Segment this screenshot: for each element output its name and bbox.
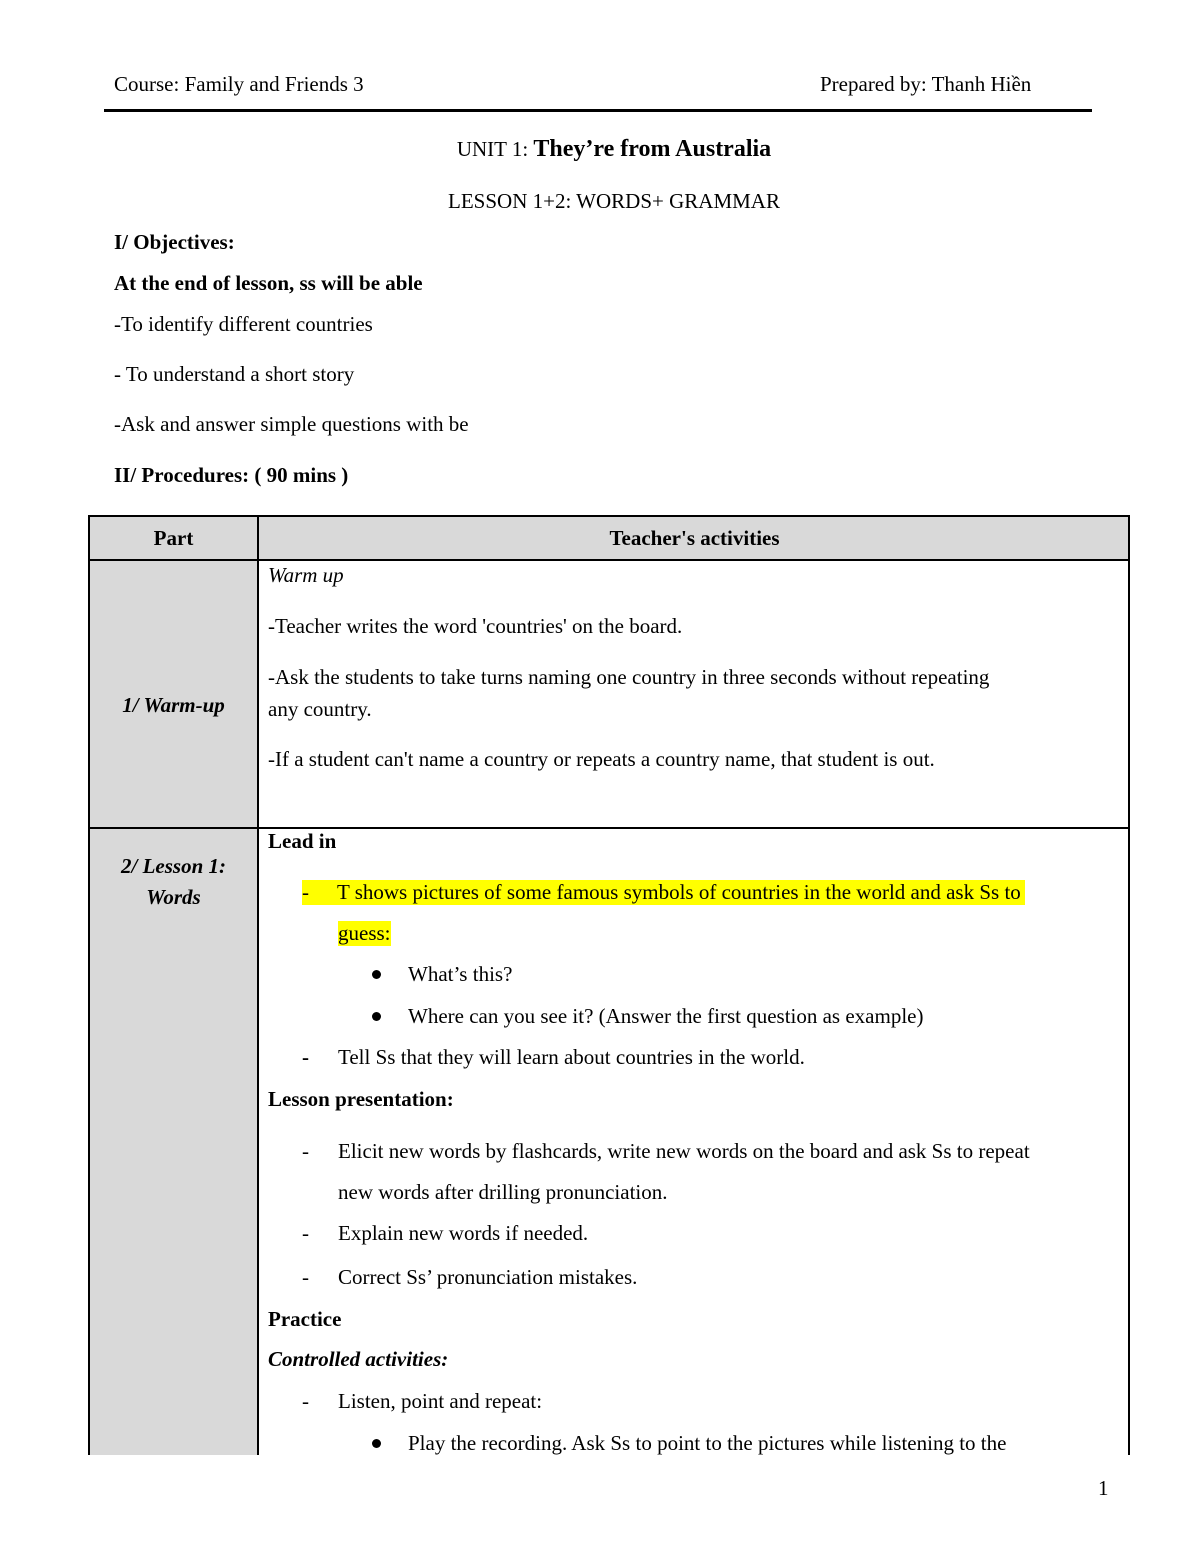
objectives-intro: At the end of lesson, ss will be able — [114, 271, 423, 295]
bullet-dash: - — [302, 1221, 309, 1245]
bullet-dash: - — [302, 1139, 309, 1163]
objective-item: -Ask and answer simple questions with be — [114, 412, 469, 436]
warmup-line: -If a student can't name a country or repeats a country name, that student is out. — [268, 747, 935, 771]
warmup-line: any country. — [268, 697, 372, 721]
objective-item: - To understand a short story — [114, 362, 355, 386]
objective-item: -To identify different countries — [114, 312, 373, 336]
presentation-item: Correct Ss’ pronunciation mistakes. — [338, 1265, 638, 1289]
bullet-dash: - — [302, 880, 309, 904]
lead-sub-item: Where can you see it? (Answer the first question as example) — [408, 1004, 924, 1028]
presentation-item: Explain new words if needed. — [338, 1221, 589, 1245]
row-divider — [90, 827, 1128, 829]
bullet-dash: - — [302, 1265, 309, 1289]
part-cell-lesson1 — [90, 829, 257, 1455]
unit-prefix: UNIT 1: — [456, 137, 534, 161]
header-part: Part — [153, 526, 194, 550]
lead-in-heading: Lead in — [268, 829, 337, 853]
practice-item: Listen, point and repeat: — [338, 1389, 543, 1413]
bullet-dot — [372, 1439, 381, 1448]
procedures-heading: II/ Procedures: ( 90 mins ) — [114, 463, 349, 487]
part-lesson1-line2: Words — [146, 885, 201, 909]
lead-item: Tell Ss that they will learn about countries in the world. — [338, 1045, 805, 1069]
part-warmup: 1/ Warm-up — [122, 693, 225, 717]
table-header-row — [90, 517, 1128, 561]
lesson-title: LESSON 1+2: WORDS+ GRAMMAR — [448, 189, 780, 213]
column-divider — [257, 517, 259, 1455]
bullet-dot — [372, 1012, 381, 1021]
lead-sub-item: What’s this? — [408, 962, 513, 986]
lead-item-highlighted-cont: guess: — [338, 921, 391, 945]
bullet-dot — [372, 970, 381, 979]
lead-item-highlighted — [302, 880, 1025, 905]
presentation-heading: Lesson presentation: — [268, 1087, 454, 1111]
presentation-item: Elicit new words by flashcards, write new words on the board and ask Ss to repeat — [338, 1139, 1030, 1163]
warmup-title: Warm up — [268, 563, 344, 587]
header-prepared-by: Prepared by: Thanh Hiền — [820, 72, 1032, 96]
header-rule — [104, 109, 1092, 112]
objectives-heading: I/ Objectives: — [114, 230, 235, 254]
part-lesson1-line1: 2/ Lesson 1: — [121, 854, 226, 878]
bullet-dash: - — [302, 1389, 309, 1413]
page-number: 1 — [1098, 1476, 1109, 1500]
practice-heading: Practice — [268, 1307, 342, 1331]
procedures-table — [88, 515, 1130, 1455]
unit-title — [114, 136, 1114, 163]
unit-name: They’re from Australia — [533, 136, 772, 162]
presentation-item-cont: new words after drilling pronunciation. — [338, 1180, 668, 1204]
header-course: Course: Family and Friends 3 — [114, 72, 364, 96]
header-activities: Teacher's activities — [609, 526, 780, 550]
warmup-line: -Teacher writes the word 'countries' on the board. — [268, 614, 683, 638]
controlled-heading: Controlled activities: — [268, 1347, 449, 1371]
lead-item-text: T shows pictures of some famous symbols of countries in the world and ask Ss to — [337, 880, 1021, 904]
practice-sub-item: Play the recording. Ask Ss to point to the pictures while listening to the — [408, 1431, 1007, 1455]
bullet-dash: - — [302, 1045, 309, 1069]
warmup-line: -Ask the students to take turns naming one country in three seconds without repeating — [268, 665, 990, 689]
